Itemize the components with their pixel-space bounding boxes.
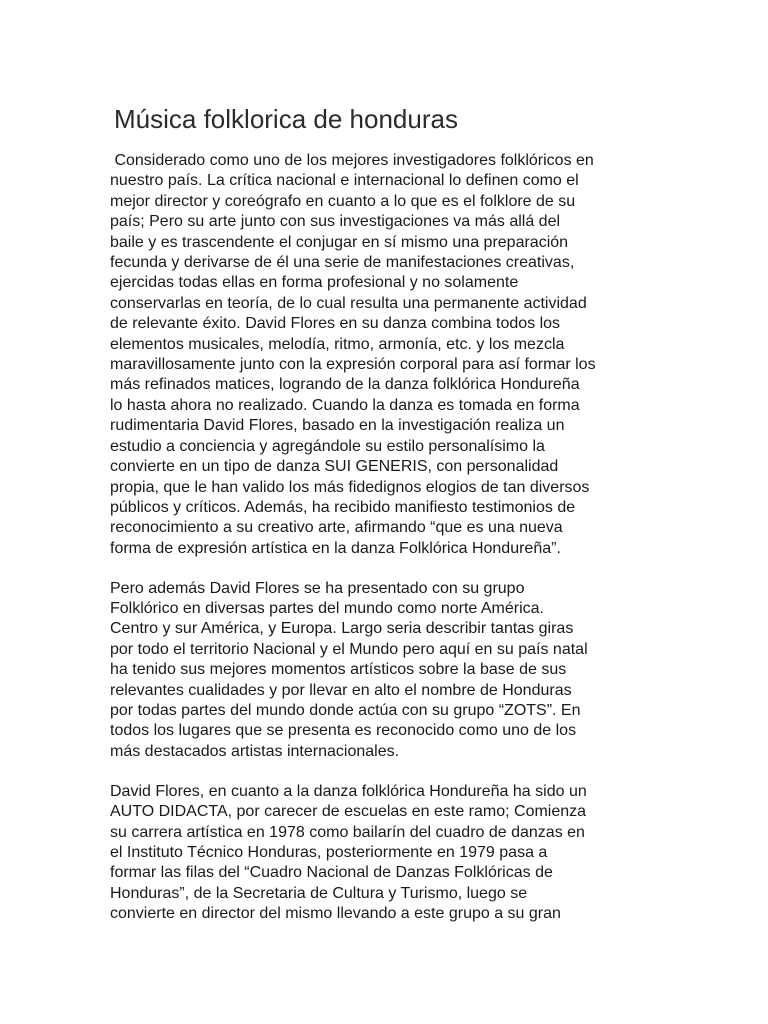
text-line: conservarlas en teoría, de lo cual resulta una permanente actividad — [110, 294, 587, 312]
text-line: más destacados artistas internacionales. — [110, 742, 400, 760]
text-line: rudimentaria David Flores, basado en la investigación realiza un — [110, 417, 565, 435]
text-line: convierte en un tipo de danza SUI GENERIS, con personalidad — [110, 458, 559, 476]
text-line: forma de expresión artística en la danza Folklórica Hondureña”. — [110, 539, 561, 557]
text-line: formar las filas del “Cuadro Nacional de Danzas Folklóricas de — [110, 864, 553, 882]
text-line: maravillosamente junto con la expresión corporal para así formar los — [110, 356, 596, 374]
text-line: de relevante éxito. David Flores en su danza combina todos los — [110, 315, 561, 333]
paragraph-3 — [110, 782, 670, 925]
text-line: propia, que le han valido los más fidedignos elogios de tan diversos — [110, 478, 590, 496]
text-line: públicos y críticos. Además, ha recibido manifiesto testimonios de — [110, 498, 576, 516]
text-line: Considerado como uno de los mejores investigadores folklóricos en — [110, 152, 594, 169]
text-line: Folklórico en diversas partes del mundo como norte América. — [110, 600, 544, 618]
paragraph-1 — [110, 151, 670, 559]
text-line: el Instituto Técnico Honduras, posteriormente en 1979 pasa a — [110, 844, 548, 861]
text-line: ha tenido sus mejores momentos artísticos sobre la base de sus — [110, 661, 567, 679]
text-line: baile y es trascendente el conjugar en sí mismo una preparación — [110, 233, 569, 251]
text-line: David Flores, en cuanto a la danza folklórica Hondureña ha sido un — [110, 782, 587, 800]
text-line: Pero además David Flores se ha presentado con su grupo — [110, 579, 525, 597]
text-line: nuestro país. La crítica nacional e internacional lo definen como el — [110, 172, 579, 190]
text-line: reconocimiento a su creativo arte, afirmando “que es una nueva — [110, 519, 563, 537]
text-line: elementos musicales, melodía, ritmo, armonía, etc. y los mezcla — [110, 335, 565, 353]
text-line: relevantes cualidades y por llevar en alto el nombre de Honduras — [110, 681, 572, 699]
document-title: Música folklorica de honduras — [114, 104, 458, 134]
text-line: estudio a conciencia y agregándole su estilo personalísimo la — [110, 437, 545, 455]
text-line: ejercidas todas ellas en forma profesional y no solamente — [110, 274, 519, 292]
text-line: AUTO DIDACTA, por carecer de escuelas en este ramo; Comienza — [110, 803, 587, 821]
text-line: mejor director y coreógrafo en cuanto a lo que es el folklore de su — [110, 192, 576, 210]
text-line: Honduras”, de la Secretaria de Cultura y Turismo, luego se — [110, 884, 528, 902]
text-line: todos los lugares que se presenta es reconocido como uno de los — [110, 722, 577, 740]
document-body — [110, 151, 670, 944]
text-line: lo hasta ahora no realizado. Cuando la danza es tomada en forma — [110, 396, 580, 414]
text-line: país; Pero su arte junto con sus investigaciones va más allá del — [110, 213, 561, 231]
text-line: Centro y sur América, y Europa. Largo seria describir tantas giras — [110, 620, 574, 638]
text-line: fecunda y derivarse de él una serie de manifestaciones creativas, — [110, 254, 575, 272]
text-line: más refinados matices, logrando de la danza folklórica Hondureña — [110, 376, 580, 394]
text-line: convierte en director del mismo llevando a este grupo a su gran — [110, 905, 561, 923]
text-line: su carrera artística en 1978 como bailarín del cuadro de danzas en — [110, 823, 585, 841]
text-line: por todo el territorio Nacional y el Mundo pero aquí en su país natal — [110, 640, 588, 658]
text-line: por todas partes del mundo donde actúa con su grupo “ZOTS”. En — [110, 702, 581, 720]
paragraph-2 — [110, 579, 670, 763]
